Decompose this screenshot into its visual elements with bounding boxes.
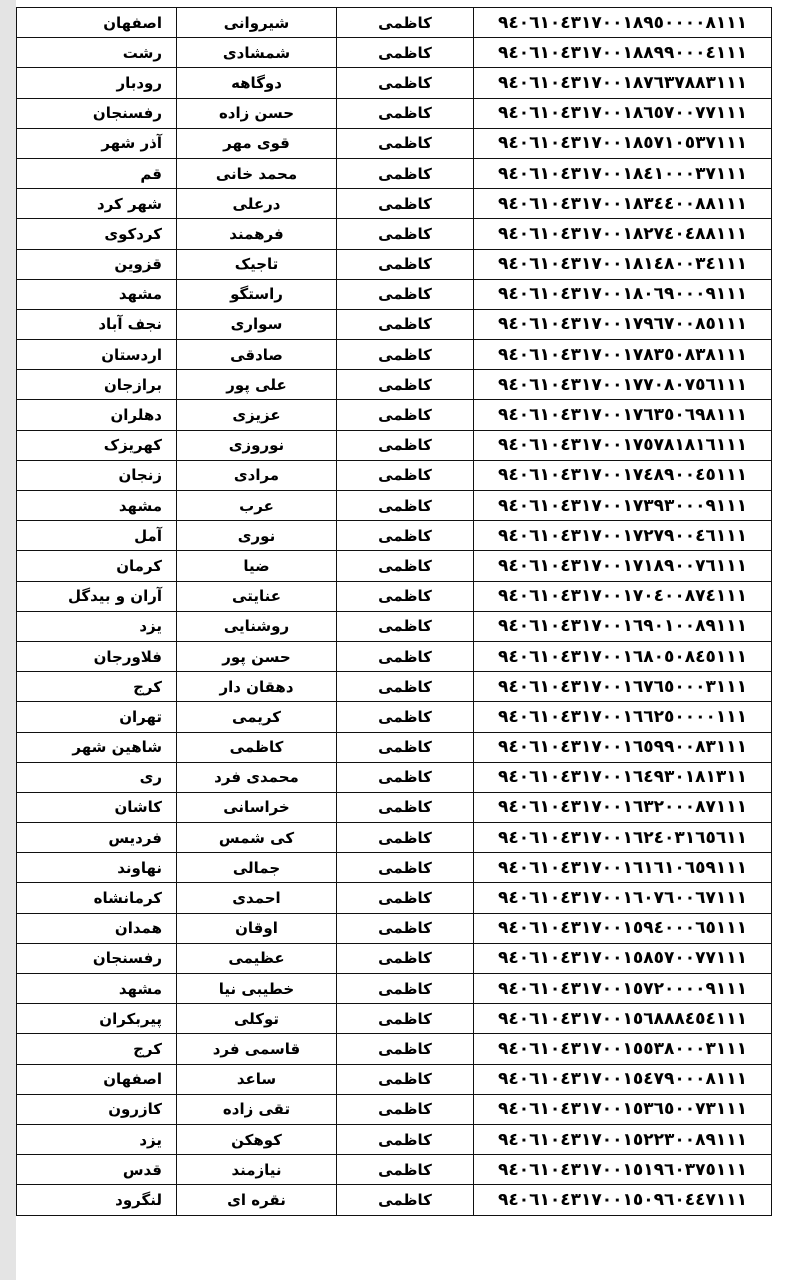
family-name-cell: کاظمی (337, 400, 474, 430)
city-cell: تهران (17, 702, 177, 732)
table-row (17, 1004, 772, 1034)
city-cell: کرمان (17, 551, 177, 581)
family-name-cell: کاظمی (337, 672, 474, 702)
last-name-cell: کاظمی (177, 732, 337, 762)
table-row (17, 1094, 772, 1124)
last-name-cell: روشنایی (177, 611, 337, 641)
last-name-cell: ساعد (177, 1064, 337, 1094)
family-name-cell: کاظمی (337, 219, 474, 249)
city-cell: رودبار (17, 68, 177, 98)
last-name-cell: کریمی (177, 702, 337, 732)
city-cell: زنجان (17, 460, 177, 490)
family-name-cell: کاظمی (337, 370, 474, 400)
last-name-cell: صادقی (177, 340, 337, 370)
last-name-cell: مرادی (177, 460, 337, 490)
last-name-cell: سواری (177, 309, 337, 339)
table-row (17, 430, 772, 460)
family-name-cell: کاظمی (337, 913, 474, 943)
table-row (17, 943, 772, 973)
account-number-cell: ۹٤۰٦۱۰٤۳۱۷۰۰۱٦٦۲٥۰۰۰۰۱۱۱ (474, 702, 772, 732)
account-number-cell: ۹٤۰٦۱۰٤۳۱۷۰۰۱٥۰۹٦۰٤٤۷۱۱۱ (474, 1185, 772, 1215)
family-name-cell: کاظمی (337, 128, 474, 158)
family-name-cell: کاظمی (337, 974, 474, 1004)
last-name-cell: عنایتی (177, 581, 337, 611)
table-row (17, 672, 772, 702)
city-cell: کازرون (17, 1094, 177, 1124)
account-number-cell: ۹٤۰٦۱۰٤۳۱۷۰۰۱۸۰٦۹۰۰۰۹۱۱۱ (474, 279, 772, 309)
family-name-cell: کاظمی (337, 1094, 474, 1124)
family-name-cell: کاظمی (337, 762, 474, 792)
last-name-cell: نوری (177, 521, 337, 551)
family-name-cell: کاظمی (337, 279, 474, 309)
city-cell: شاهین شهر (17, 732, 177, 762)
table-row (17, 491, 772, 521)
last-name-cell: عزیزی (177, 400, 337, 430)
table-row (17, 974, 772, 1004)
last-name-cell: دهقان دار (177, 672, 337, 702)
city-cell: نهاوند (17, 853, 177, 883)
table-row (17, 309, 772, 339)
last-name-cell: ضیا (177, 551, 337, 581)
account-number-cell: ۹٤۰٦۱۰٤۳۱۷۰۰۱٦۳۲۰۰۰۸۷۱۱۱ (474, 792, 772, 822)
account-number-cell: ۹٤۰٦۱۰٤۳۱۷۰۰۱٥٦۸۸۸٤٥٤۱۱۱ (474, 1004, 772, 1034)
table-row (17, 219, 772, 249)
family-name-cell: کاظمی (337, 249, 474, 279)
account-number-cell: ۹٤۰٦۱۰٤۳۱۷۰۰۱۸۹٥۰۰۰۰۸۱۱۱ (474, 8, 772, 38)
table-row (17, 1064, 772, 1094)
last-name-cell: عرب (177, 491, 337, 521)
family-name-cell: کاظمی (337, 1124, 474, 1154)
account-number-cell: ۹٤۰٦۱۰٤۳۱۷۰۰۱۸۳٤٤۰۰۸۸۱۱۱ (474, 189, 772, 219)
account-number-cell: ۹٤۰٦۱۰٤۳۱۷۰۰۱٦۱٦۱۰٦٥۹۱۱۱ (474, 853, 772, 883)
family-name-cell: کاظمی (337, 1004, 474, 1034)
account-number-cell: ۹٤۰٦۱۰٤۳۱۷۰۰۱۷٤۸۹۰۰٤٥۱۱۱ (474, 460, 772, 490)
last-name-cell: حسن پور (177, 641, 337, 671)
city-cell: فردیس (17, 823, 177, 853)
last-name-cell: محمد خانی (177, 158, 337, 188)
last-name-cell: نیازمند (177, 1155, 337, 1185)
table-row (17, 158, 772, 188)
city-cell: کردکوی (17, 219, 177, 249)
city-cell: مشهد (17, 974, 177, 1004)
family-name-cell: کاظمی (337, 853, 474, 883)
account-number-cell: ۹٤۰٦۱۰٤۳۱۷۰۰۱۷۰٤۰۰۸۷٤۱۱۱ (474, 581, 772, 611)
family-name-cell: کاظمی (337, 581, 474, 611)
family-name-cell: کاظمی (337, 68, 474, 98)
city-cell: کرج (17, 672, 177, 702)
account-number-cell: ۹٤۰٦۱۰٤۳۱۷۰۰۱٥۳٦٥۰۰۷۳۱۱۱ (474, 1094, 772, 1124)
family-name-cell: کاظمی (337, 309, 474, 339)
table-row (17, 762, 772, 792)
last-name-cell: نوروزی (177, 430, 337, 460)
city-cell: فلاورجان (17, 641, 177, 671)
last-name-cell: محمدی فرد (177, 762, 337, 792)
family-name-cell: کاظمی (337, 521, 474, 551)
last-name-cell: تاجیک (177, 249, 337, 279)
table-row (17, 1124, 772, 1154)
family-name-cell: کاظمی (337, 1064, 474, 1094)
account-number-cell: ۹٤۰٦۱۰٤۳۱۷۰۰۱۸٤۱۰۰۰۳۷۱۱۱ (474, 158, 772, 188)
family-name-cell: کاظمی (337, 943, 474, 973)
family-name-cell: کاظمی (337, 641, 474, 671)
last-name-cell: احمدی (177, 883, 337, 913)
table-row (17, 8, 772, 38)
city-cell: قزوین (17, 249, 177, 279)
account-number-cell: ۹٤۰٦۱۰٤۳۱۷۰۰۱۸۲۷٤۰٤۸۸۱۱۱ (474, 219, 772, 249)
city-cell: رشت (17, 38, 177, 68)
account-number-cell: ۹٤۰٦۱۰٤۳۱۷۰۰۱٥۹٤۰۰۰٦٥۱۱۱ (474, 913, 772, 943)
table-row (17, 249, 772, 279)
account-number-cell: ۹٤۰٦۱۰٤۳۱۷۰۰۱۷۸۳٥۰۸۳۸۱۱۱ (474, 340, 772, 370)
last-name-cell: قاسمی فرد (177, 1034, 337, 1064)
table-row (17, 340, 772, 370)
last-name-cell: حسن زاده (177, 98, 337, 128)
family-name-cell: کاظمی (337, 702, 474, 732)
city-cell: اصفهان (17, 8, 177, 38)
account-number-cell: ۹٤۰٦۱۰٤۳۱۷۰۰۱۸٥۷۱۰٥۳۷۱۱۱ (474, 128, 772, 158)
city-cell: اصفهان (17, 1064, 177, 1094)
account-number-cell: ۹٤۰٦۱۰٤۳۱۷۰۰۱۷۳۹۳۰۰۰۹۱۱۱ (474, 491, 772, 521)
city-cell: کرج (17, 1034, 177, 1064)
account-number-cell: ۹٤۰٦۱۰٤۳۱۷۰۰۱٥٤۷۹۰۰۰۸۱۱۱ (474, 1064, 772, 1094)
account-number-cell: ۹٤۰٦۱۰٤۳۱۷۰۰۱۷٦۳٥۰٦۹۸۱۱۱ (474, 400, 772, 430)
family-name-cell: کاظمی (337, 792, 474, 822)
family-name-cell: کاظمی (337, 38, 474, 68)
city-cell: کهریزک (17, 430, 177, 460)
table-row (17, 460, 772, 490)
account-number-cell: ۹٤۰٦۱۰٤۳۱۷۰۰۱٦۰۷٦۰۰٦۷۱۱۱ (474, 883, 772, 913)
account-number-cell: ۹٤۰٦۱۰٤۳۱۷۰۰۱۷۲۷۹۰۰٤٦۱۱۱ (474, 521, 772, 551)
last-name-cell: جمالی (177, 853, 337, 883)
account-number-cell: ۹٤۰٦۱۰٤۳۱۷۰۰۱۸۱٤۸۰۰۳٤۱۱۱ (474, 249, 772, 279)
last-name-cell: اوقان (177, 913, 337, 943)
family-name-cell: کاظمی (337, 551, 474, 581)
table-row (17, 370, 772, 400)
city-cell: کاشان (17, 792, 177, 822)
account-number-cell: ۹٤۰٦۱۰٤۳۱۷۰۰۱٦٥۹۹۰۰۸۳۱۱۱ (474, 732, 772, 762)
account-number-cell: ۹٤۰٦۱۰٤۳۱۷۰۰۱۸٦٥۷۰۰۷۷۱۱۱ (474, 98, 772, 128)
family-name-cell: کاظمی (337, 1034, 474, 1064)
account-number-cell: ۹٤۰٦۱۰٤۳۱۷۰۰۱٦۹۰۱۰۰۸۹۱۱۱ (474, 611, 772, 641)
family-name-cell: کاظمی (337, 823, 474, 853)
family-name-cell: کاظمی (337, 189, 474, 219)
account-number-cell: ۹٤۰٦۱۰٤۳۱۷۰۰۱۷۹٦۷۰۰۸٥۱۱۱ (474, 309, 772, 339)
account-number-cell: ۹٤۰٦۱۰٤۳۱۷۰۰۱۷۷۰۸۰۷٥٦۱۱۱ (474, 370, 772, 400)
account-number-cell: ۹٤۰٦۱۰٤۳۱۷۰۰۱۷٥۷۸۱۸۱٦۱۱۱ (474, 430, 772, 460)
account-number-cell: ۹٤۰٦۱۰٤۳۱۷۰۰۱۸۷٦۳۷۸۸۳۱۱۱ (474, 68, 772, 98)
family-name-cell: کاظمی (337, 460, 474, 490)
family-name-cell: کاظمی (337, 491, 474, 521)
city-cell: آران و بیدگل (17, 581, 177, 611)
account-number-cell: ۹٤۰٦۱۰٤۳۱۷۰۰۱٦۸۰٥۰۸٤٥۱۱۱ (474, 641, 772, 671)
table-row (17, 128, 772, 158)
table-row (17, 189, 772, 219)
account-number-cell: ۹٤۰٦۱۰٤۳۱۷۰۰۱٥۷۲۰۰۰۰۹۱۱۱ (474, 974, 772, 1004)
family-name-cell: کاظمی (337, 883, 474, 913)
city-cell: رفسنجان (17, 943, 177, 973)
city-cell: قم (17, 158, 177, 188)
table-row (17, 913, 772, 943)
table-row (17, 823, 772, 853)
city-cell: قدس (17, 1155, 177, 1185)
table-row (17, 551, 772, 581)
city-cell: یزد (17, 611, 177, 641)
table-row (17, 641, 772, 671)
city-cell: رفسنجان (17, 98, 177, 128)
last-name-cell: شیروانی (177, 8, 337, 38)
last-name-cell: شمشادی (177, 38, 337, 68)
account-number-cell: ۹٤۰٦۱۰٤۳۱۷۰۰۱۸۸۹۹۰۰۰٤۱۱۱ (474, 38, 772, 68)
last-name-cell: قوی مهر (177, 128, 337, 158)
table-row (17, 400, 772, 430)
city-cell: مشهد (17, 279, 177, 309)
city-cell: ری (17, 762, 177, 792)
table-row (17, 1155, 772, 1185)
table-row (17, 792, 772, 822)
city-cell: لنگرود (17, 1185, 177, 1215)
table-row (17, 279, 772, 309)
last-name-cell: درعلی (177, 189, 337, 219)
account-number-cell: ۹٤۰٦۱۰٤۳۱۷۰۰۱٦٤۹۳۰۱۸۱۳۱۱ (474, 762, 772, 792)
city-cell: اردستان (17, 340, 177, 370)
last-name-cell: نقره ای (177, 1185, 337, 1215)
account-number-cell: ۹٤۰٦۱۰٤۳۱۷۰۰۱٥۲۲۳۰۰۸۹۱۱۱ (474, 1124, 772, 1154)
city-cell: کرمانشاه (17, 883, 177, 913)
table-row (17, 68, 772, 98)
last-name-cell: عظیمی (177, 943, 337, 973)
family-name-cell: کاظمی (337, 732, 474, 762)
last-name-cell: کوهکن (177, 1124, 337, 1154)
family-name-cell: کاظمی (337, 8, 474, 38)
table-row (17, 732, 772, 762)
family-name-cell: کاظمی (337, 340, 474, 370)
last-name-cell: علی پور (177, 370, 337, 400)
account-number-cell: ۹٤۰٦۱۰٤۳۱۷۰۰۱۷۱۸۹۰۰۷٦۱۱۱ (474, 551, 772, 581)
table-row (17, 581, 772, 611)
last-name-cell: کی شمس (177, 823, 337, 853)
account-number-cell: ۹٤۰٦۱۰٤۳۱۷۰۰۱٥۸٥۷۰۰۷۷۱۱۱ (474, 943, 772, 973)
records-table (16, 7, 772, 1216)
city-cell: شهر کرد (17, 189, 177, 219)
table-row (17, 521, 772, 551)
account-number-cell: ۹٤۰٦۱۰٤۳۱۷۰۰۱٥٥۳۸۰۰۰۳۱۱۱ (474, 1034, 772, 1064)
account-number-cell: ۹٤۰٦۱۰٤۳۱۷۰۰۱٦۷٦٥۰۰۰۳۱۱۱ (474, 672, 772, 702)
table-row (17, 38, 772, 68)
city-cell: آمل (17, 521, 177, 551)
last-name-cell: توکلی (177, 1004, 337, 1034)
family-name-cell: کاظمی (337, 1185, 474, 1215)
last-name-cell: دوگاهه (177, 68, 337, 98)
city-cell: پیربکران (17, 1004, 177, 1034)
table-row (17, 853, 772, 883)
last-name-cell: راستگو (177, 279, 337, 309)
city-cell: مشهد (17, 491, 177, 521)
city-cell: برازجان (17, 370, 177, 400)
last-name-cell: خراسانی (177, 792, 337, 822)
table-row (17, 702, 772, 732)
last-name-cell: فرهمند (177, 219, 337, 249)
table-row (17, 611, 772, 641)
city-cell: همدان (17, 913, 177, 943)
table-row (17, 1034, 772, 1064)
last-name-cell: خطیبی نیا (177, 974, 337, 1004)
table-row (17, 883, 772, 913)
city-cell: یزد (17, 1124, 177, 1154)
city-cell: نجف آباد (17, 309, 177, 339)
family-name-cell: کاظمی (337, 430, 474, 460)
account-number-cell: ۹٤۰٦۱۰٤۳۱۷۰۰۱٥۱۹٦۰۳۷٥۱۱۱ (474, 1155, 772, 1185)
city-cell: آذر شهر (17, 128, 177, 158)
account-number-cell: ۹٤۰٦۱۰٤۳۱۷۰۰۱٦۲٤۰۳۱٦٥٦۱۱ (474, 823, 772, 853)
left-margin-strip (0, 0, 16, 1280)
document-sheet (16, 7, 771, 1216)
last-name-cell: تقی زاده (177, 1094, 337, 1124)
family-name-cell: کاظمی (337, 1155, 474, 1185)
city-cell: دهلران (17, 400, 177, 430)
family-name-cell: کاظمی (337, 98, 474, 128)
family-name-cell: کاظمی (337, 158, 474, 188)
records-table-body (17, 8, 772, 1216)
family-name-cell: کاظمی (337, 611, 474, 641)
table-row (17, 1185, 772, 1215)
table-row (17, 98, 772, 128)
